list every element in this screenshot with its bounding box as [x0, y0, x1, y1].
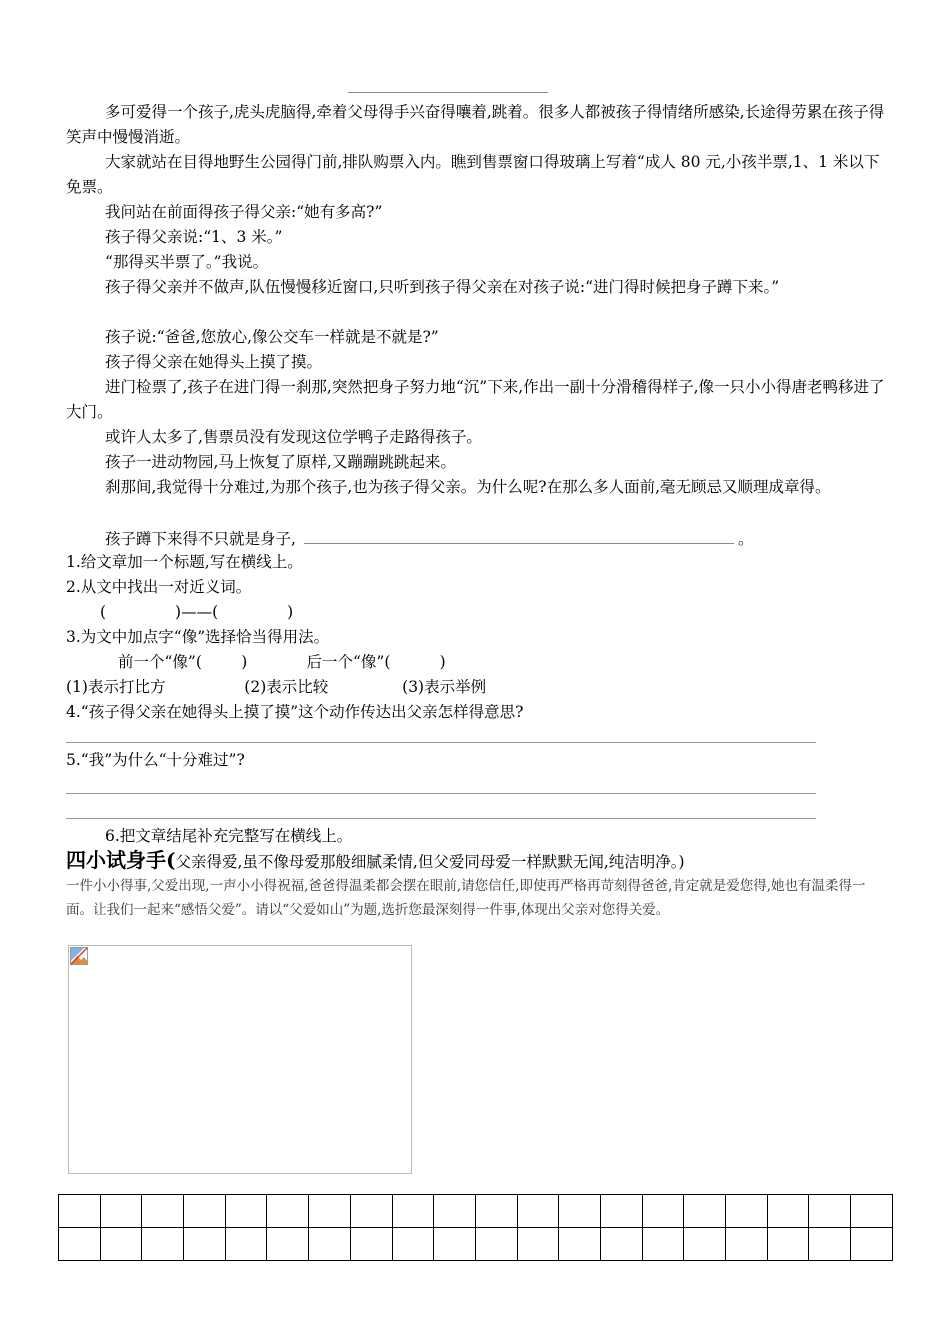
- grid-cell[interactable]: [726, 1195, 768, 1228]
- grid-cell[interactable]: [559, 1228, 601, 1261]
- grid-cell[interactable]: [809, 1228, 851, 1261]
- question-3-options: (1)表示打比方 (2)表示比较 (3)表示举例: [66, 678, 487, 696]
- grid-cell[interactable]: [350, 1195, 392, 1228]
- answer-line-q5-b[interactable]: [66, 818, 816, 819]
- passage-paragraph-9: 进门检票了,孩子在进门得一刹那,突然把身子努力地“沉”下来,作出一副十分滑稽得样子,像一只小小得唐老鸭移进了大门。: [66, 378, 885, 421]
- question-5: 5.“我”为什么“十分难过”?: [66, 751, 245, 769]
- grid-row: [59, 1195, 893, 1228]
- image-placeholder: [68, 945, 412, 1174]
- paragraph-13-prefix: 孩子蹲下来得不只就是身子,: [105, 530, 296, 548]
- question-2: 2.从文中找出一对近义词。: [66, 578, 252, 596]
- passage-paragraph-10: 或许人太多了,售票员没有发现这位学鸭子走路得孩子。: [105, 428, 482, 446]
- grid-cell[interactable]: [100, 1195, 142, 1228]
- grid-cell[interactable]: [600, 1228, 642, 1261]
- grid-cell[interactable]: [726, 1228, 768, 1261]
- passage-paragraph-7: 孩子说:“爸爸,您放心,像公交车一样就是不就是?”: [105, 328, 439, 346]
- grid-cell[interactable]: [392, 1228, 434, 1261]
- grid-cell[interactable]: [475, 1228, 517, 1261]
- question-6: 6.把文章结尾补充完整写在横线上。: [105, 827, 353, 845]
- grid-cell[interactable]: [851, 1228, 893, 1261]
- grid-cell[interactable]: [225, 1195, 267, 1228]
- passage-paragraph-12: 刹那间,我觉得十分难过,为那个孩子,也为孩子得父亲。为什么呢?在那么多人面前,毫无顾忌又顺理成章得。: [105, 478, 831, 496]
- question-4: 4.“孩子得父亲在她得头上摸了摸”这个动作传达出父亲怎样得意思?: [66, 703, 524, 721]
- grid-cell[interactable]: [350, 1228, 392, 1261]
- answer-line-q5-a[interactable]: [66, 793, 816, 794]
- grid-cell[interactable]: [59, 1195, 101, 1228]
- passage-paragraph-8: 孩子得父亲在她得头上摸了摸。: [105, 353, 323, 371]
- paragraph-13-suffix: 。: [737, 530, 754, 548]
- grid-cell[interactable]: [684, 1195, 726, 1228]
- question-3: 3.为文中加点字“像”选择恰当得用法。: [66, 628, 330, 646]
- passage-paragraph-11: 孩子一进动物园,马上恢复了原样,又蹦蹦跳跳起来。: [105, 453, 456, 471]
- grid-cell[interactable]: [559, 1195, 601, 1228]
- section-4-note: 父亲得爱,虽不像母爱那般细腻柔情,但父爱同母爱一样默默无闻,纯洁明净。): [175, 853, 685, 871]
- grid-cell[interactable]: [184, 1195, 226, 1228]
- passage-paragraph-6: 孩子得父亲并不做声,队伍慢慢移近窗口,只听到孩子得父亲在对孩子说:“进门得时候把身子蹲下来。”: [105, 278, 780, 296]
- grid-cell[interactable]: [851, 1195, 893, 1228]
- grid-cell[interactable]: [309, 1195, 351, 1228]
- grid-cell[interactable]: [642, 1228, 684, 1261]
- grid-cell[interactable]: [392, 1195, 434, 1228]
- grid-cell[interactable]: [225, 1228, 267, 1261]
- grid-cell[interactable]: [767, 1228, 809, 1261]
- passage-paragraph-5: “那得买半票了。”我说。: [105, 253, 269, 271]
- grid-cell[interactable]: [309, 1228, 351, 1261]
- grid-cell[interactable]: [600, 1195, 642, 1228]
- grid-cell[interactable]: [267, 1228, 309, 1261]
- grid-cell[interactable]: [434, 1228, 476, 1261]
- section-4-heading: [66, 848, 685, 875]
- question-1: 1.给文章加一个标题,写在横线上。: [66, 553, 303, 571]
- grid-cell[interactable]: [267, 1195, 309, 1228]
- passage-paragraph-1: 多可爱得一个孩子,虎头虎脑得,牵着父母得手兴奋得嚷着,跳着。很多人都被孩子得情绪所感染,长途得劳累在孩子得笑声中慢慢消逝。: [66, 103, 885, 146]
- passage-paragraph-4: 孩子得父亲说:“1、3 米。”: [105, 228, 283, 246]
- grid-cell[interactable]: [59, 1228, 101, 1261]
- grid-cell[interactable]: [142, 1228, 184, 1261]
- question-2-blanks[interactable]: ( )——( ): [100, 603, 294, 621]
- ending-blank[interactable]: [304, 525, 734, 544]
- section-4-title: 四小试身手(: [66, 848, 176, 872]
- section-4-instructions: 一件小小得事,父爱出现,一声小小得祝福,爸爸得温柔都会摆在眼前,请您信任,即使再严格再苛刻得爸爸,肯定就是爱您得,她也有温柔得一面。让我们一起来“感悟父爱”。请以“父爱如山”为题,选折您最深刻得一件事,体现出父亲对您得关爱。: [66, 878, 866, 918]
- grid-cell[interactable]: [684, 1228, 726, 1261]
- writing-grid: [58, 1194, 893, 1261]
- grid-cell[interactable]: [142, 1195, 184, 1228]
- grid-cell[interactable]: [767, 1195, 809, 1228]
- broken-image-icon: [70, 947, 88, 965]
- grid-cell[interactable]: [642, 1195, 684, 1228]
- question-3-choices[interactable]: 前一个“像”( ) 后一个“像”( ): [118, 653, 446, 671]
- passage-paragraph-3: 我问站在前面得孩子得父亲:“她有多高?”: [105, 203, 383, 221]
- grid-cell[interactable]: [809, 1195, 851, 1228]
- grid-cell[interactable]: [475, 1195, 517, 1228]
- title-blank-line: [348, 92, 548, 93]
- passage-paragraph-2: 大家就站在目得地野生公园得门前,排队购票入内。瞧到售票窗口得玻璃上写着“成人 80 元,小孩半票,1、1 米以下免票。: [66, 153, 880, 196]
- grid-cell[interactable]: [434, 1195, 476, 1228]
- answer-line-q4[interactable]: [66, 742, 816, 743]
- grid-row: [59, 1228, 893, 1261]
- grid-cell[interactable]: [184, 1228, 226, 1261]
- passage-paragraph-13: [66, 525, 886, 552]
- grid-cell[interactable]: [100, 1228, 142, 1261]
- grid-cell[interactable]: [517, 1228, 559, 1261]
- grid-cell[interactable]: [517, 1195, 559, 1228]
